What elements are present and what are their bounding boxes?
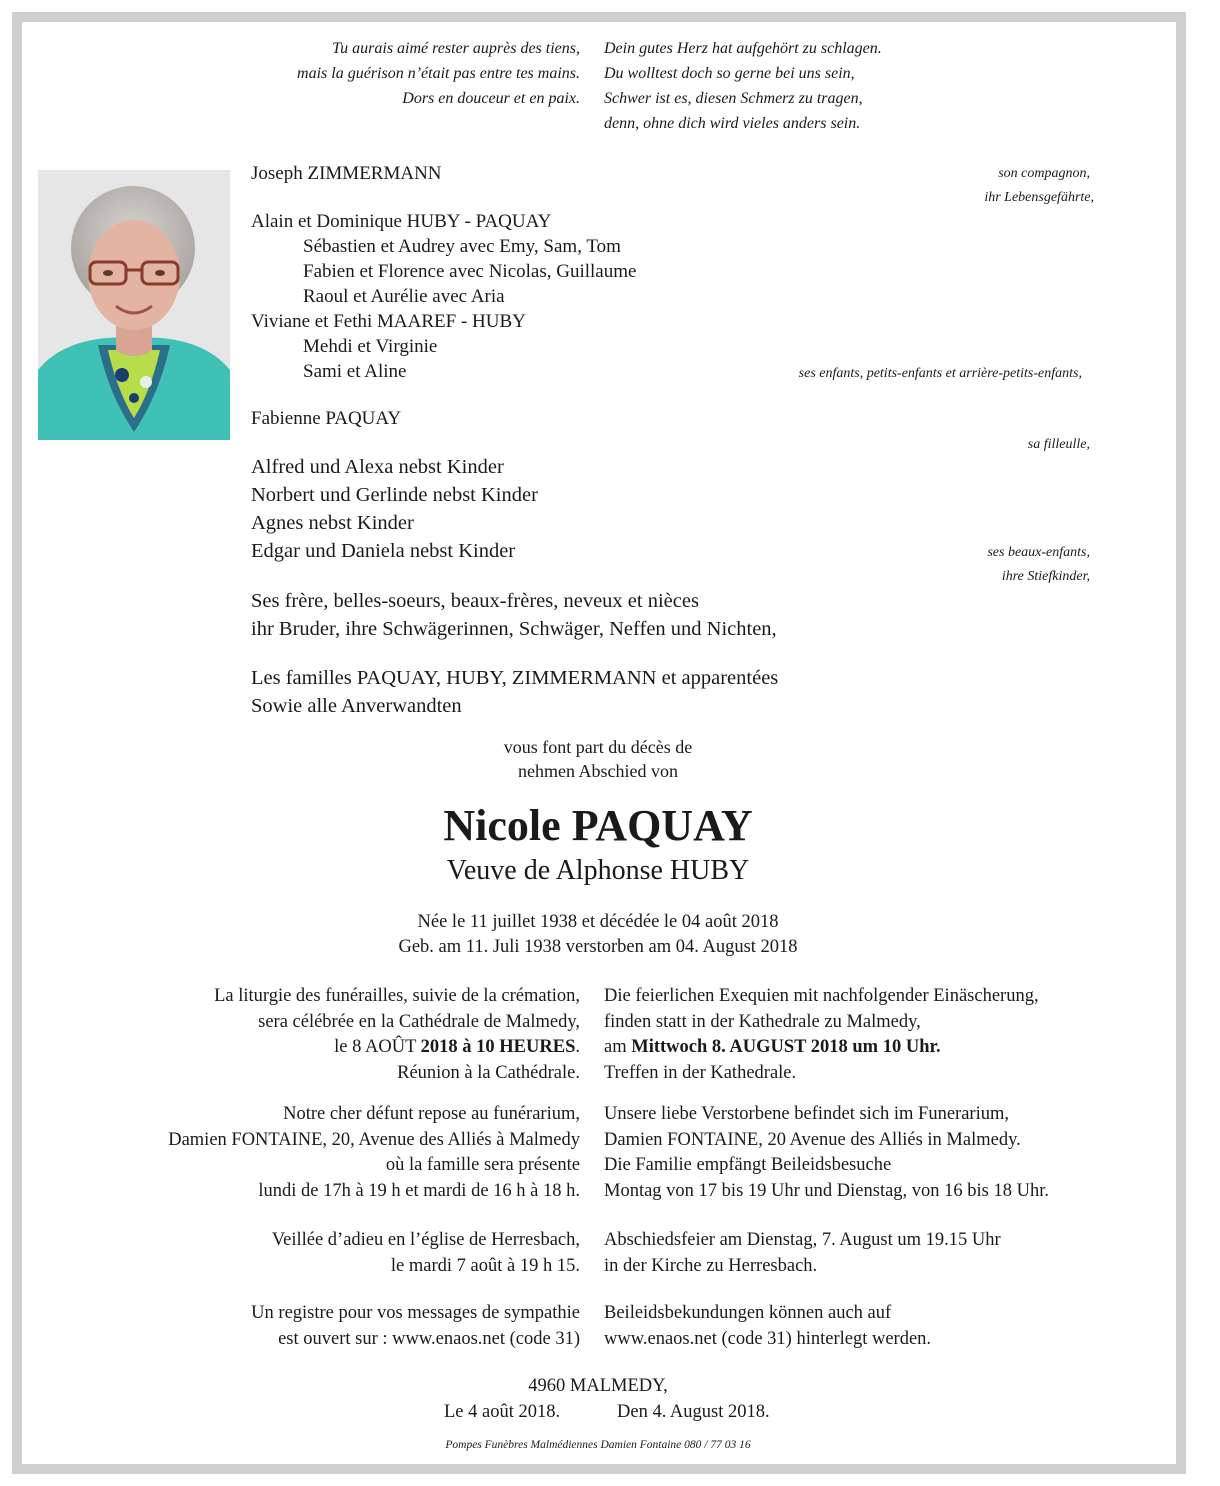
- funeral-line: La liturgie des funérailles, suivie de la crémation,: [214, 986, 580, 1006]
- register-line: est ouvert sur : www.enaos.net (code 31): [278, 1328, 580, 1349]
- funeral-line: Die feierlichen Exequien mit nachfolgender Einäscherung,: [604, 986, 1039, 1006]
- funeral-line: sera célébrée en la Cathédrale de Malmedy,: [258, 1011, 580, 1032]
- announcement-de: nehmen Abschied von: [518, 761, 678, 781]
- funeral-date-line: [80, 1035, 580, 1061]
- funerarium-line: Notre cher défunt repose au funérarium,: [283, 1104, 580, 1124]
- register-de: [604, 1301, 1144, 1352]
- dates-de: Geb. am 11. Juli 1938 verstorben am 04. August 2018: [398, 937, 798, 957]
- register-line: www.enaos.net (code 31) hinterlegt werden.: [604, 1328, 932, 1349]
- stepchild-entry: Edgar und Daniela nebst Kinder: [251, 540, 516, 562]
- poem-line: denn, ohne dich wird vieles anders sein.: [604, 115, 861, 132]
- funeral-date-suffix: .: [575, 1037, 580, 1057]
- children-list: [251, 209, 636, 384]
- child-entry: Alain et Dominique HUBY - PAQUAY: [251, 211, 552, 232]
- funeral-date-bold: Mittwoch 8. AUGUST 2018 um 10 Uhr.: [631, 1037, 941, 1057]
- funerarium-fr: [60, 1102, 580, 1204]
- poem-line: Dein gutes Herz hat aufgehört zu schlagen.: [604, 40, 882, 57]
- poem-line: Schwer ist es, diesen Schmerz zu tragen,: [604, 90, 863, 107]
- funeral-date-prefix: le 8 AOÛT: [334, 1037, 421, 1057]
- deceased-portrait-photo: [38, 170, 230, 440]
- stepchild-entry: Norbert und Gerlinde nebst Kinder: [251, 484, 538, 506]
- vigil-line: in der Kirche zu Herresbach.: [604, 1255, 818, 1276]
- vigil-fr: [80, 1228, 580, 1279]
- funeral-fr: [80, 984, 580, 1086]
- stepchildren-role-de: ihre Stiefkinder,: [1001, 569, 1090, 584]
- family-goddaughter: Fabienne PAQUAY: [251, 408, 402, 429]
- families-line: Les familles PAQUAY, HUBY, ZIMMERMANN et apparentées: [251, 667, 779, 689]
- grandchild-entry: Mehdi et Virginie: [303, 336, 438, 357]
- grandchild-entry: Raoul et Aurélie avec Aria: [303, 286, 505, 307]
- register-line: Un registre pour vos messages de sympathie: [251, 1303, 580, 1323]
- funerarium-line: Unsere liebe Verstorbene befindet sich im Funerarium,: [604, 1104, 1009, 1124]
- deceased-dates: [300, 910, 896, 960]
- funeral-de: [604, 984, 1144, 1086]
- families-block: [251, 664, 778, 720]
- poem-line: Du wolltest doch so gerne bei uns sein,: [604, 65, 855, 82]
- families-line: Sowie alle Anverwandten: [251, 695, 462, 717]
- register-fr: [80, 1301, 580, 1352]
- family-partner: Joseph ZIMMERMANN: [251, 163, 442, 184]
- closing-place: 4960 MALMEDY,: [528, 1376, 668, 1396]
- funeral-date-line: [604, 1035, 1144, 1061]
- announcement: [300, 735, 896, 783]
- funerarium-de: [604, 1102, 1164, 1204]
- deceased-subtitle: Veuve de Alphonse HUBY: [446, 855, 750, 886]
- siblings-line: Ses frère, belles-soeurs, beaux-frères, neveux et nièces: [251, 590, 699, 612]
- vigil-line: Veillée d’adieu en l’église de Herresbach,: [271, 1230, 580, 1250]
- siblings-line: ihr Bruder, ihre Schwägerinnen, Schwäger, Neffen und Nichten,: [251, 618, 777, 640]
- portrait-illustration: [38, 170, 230, 440]
- children-role: ses enfants, petits-enfants et arrière-petits-enfants,: [798, 366, 1082, 381]
- deceased-name: Nicole PAQUAY: [443, 801, 753, 850]
- vigil-line: Abschiedsfeier am Dienstag, 7. August um 19.15 Uhr: [604, 1230, 1001, 1250]
- vigil-line: le mardi 7 août à 19 h 15.: [390, 1255, 580, 1276]
- stepchildren-list: [251, 453, 538, 565]
- register-line: Beileidsbekundungen können auch auf: [604, 1303, 892, 1323]
- announcement-fr: vous font part du décès de: [503, 737, 693, 757]
- funeral-line: Réunion à la Cathédrale.: [397, 1062, 580, 1083]
- child-entry: Viviane et Fethi MAAREF - HUBY: [251, 311, 526, 332]
- partner-role-de: ihr Lebensgefährte,: [984, 190, 1094, 205]
- poem-german: [604, 36, 1084, 136]
- funerarium-line: Montag von 17 bis 19 Uhr und Dienstag, von 16 bis 18 Uhr.: [604, 1180, 1050, 1201]
- funeral-date-bold: 2018 à 10 HEURES: [420, 1037, 576, 1057]
- closing-date-de: Den 4. August 2018.: [617, 1402, 770, 1422]
- poem-line: Dors en douceur et en paix.: [402, 90, 580, 107]
- funerarium-line: lundi de 17h à 19 h et mardi de 16 h à 18 h.: [258, 1180, 580, 1201]
- grandchild-entry: Fabien et Florence avec Nicolas, Guillaume: [303, 261, 637, 282]
- grandchild-entry: Sami et Aline: [303, 361, 407, 382]
- stepchild-entry: Agnes nebst Kinder: [251, 512, 414, 534]
- poem-line: mais la guérison n’était pas entre tes mains.: [297, 65, 580, 82]
- vigil-de: [604, 1228, 1144, 1279]
- funerarium-line: Die Familie empfängt Beileidsbesuche: [604, 1155, 892, 1175]
- funerarium-line: Damien FONTAINE, 20 Avenue des Alliés in Malmedy.: [604, 1129, 1021, 1150]
- funeral-line: finden statt in der Kathedrale zu Malmedy,: [604, 1011, 921, 1032]
- funerarium-line: Damien FONTAINE, 20, Avenue des Alliés à Malmedy: [168, 1129, 580, 1150]
- funeral-home-footer: Pompes Funèbres Malmédiennes Damien Fontaine 080 / 77 03 16: [445, 1439, 751, 1451]
- stepchild-entry: Alfred und Alexa nebst Kinder: [251, 456, 504, 478]
- funeral-line: Treffen in der Kathedrale.: [604, 1062, 797, 1083]
- dates-fr: Née le 11 juillet 1938 et décédée le 04 août 2018: [417, 912, 779, 932]
- funeral-date-prefix: am: [604, 1037, 632, 1057]
- grandchild-entry: Sébastien et Audrey avec Emy, Sam, Tom: [303, 236, 621, 257]
- poem-french: [150, 36, 580, 111]
- closing-date-fr: Le 4 août 2018.: [444, 1402, 561, 1422]
- funerarium-line: où la famille sera présente: [385, 1155, 580, 1175]
- partner-role-fr: son compagnon,: [998, 166, 1090, 181]
- siblings-block: [251, 587, 777, 643]
- stepchildren-role-fr: ses beaux-enfants,: [987, 545, 1090, 560]
- poem-line: Tu aurais aimé rester auprès des tiens,: [332, 40, 580, 57]
- goddaughter-role: sa filleulle,: [1027, 437, 1090, 452]
